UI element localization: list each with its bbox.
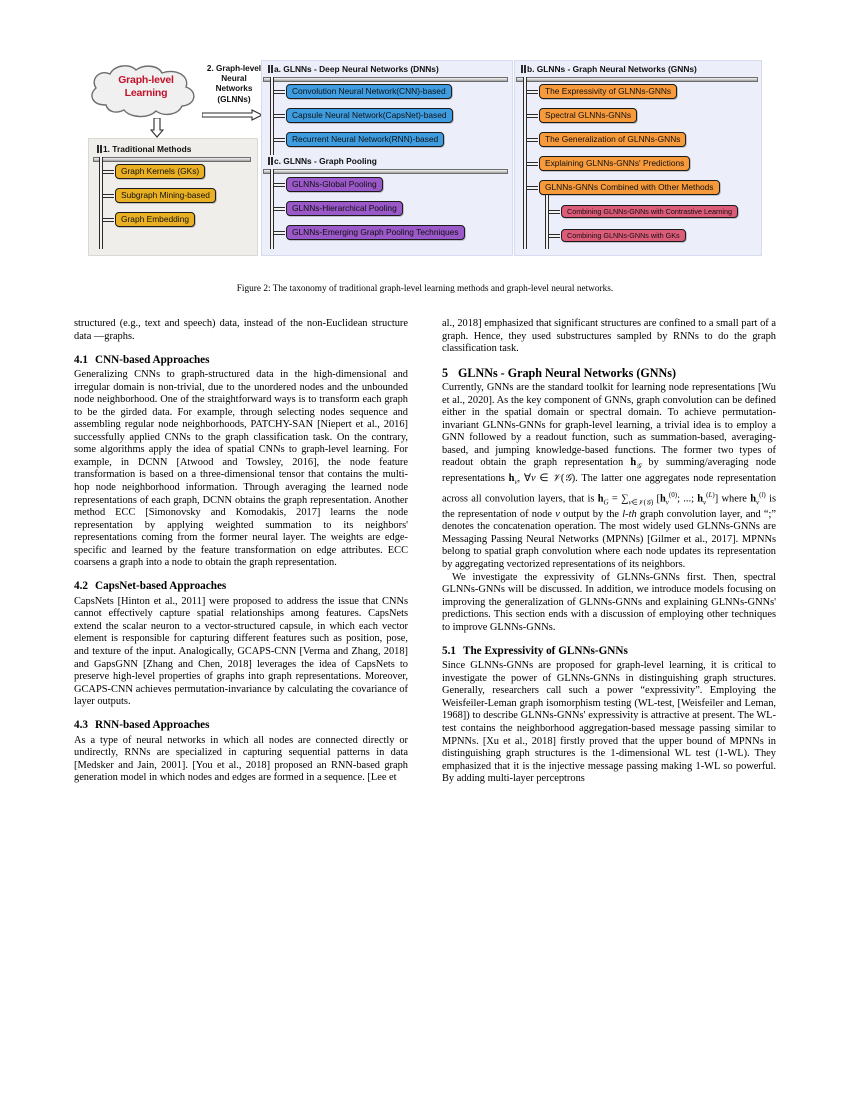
panel-traditional-methods	[88, 138, 258, 256]
section-title-pooling: c. GLNNs - Graph Pooling	[268, 156, 377, 166]
section-rule-gnn	[516, 77, 758, 82]
node-spectral[interactable]: Spectral GLNNs-GNNs	[539, 108, 637, 123]
connector-gnn-sub-1	[549, 210, 560, 214]
heading-4-3	[74, 719, 408, 732]
heading-4-2-title: CapsNet-based Approaches	[95, 580, 227, 593]
heading-4-2-number: 4.2	[74, 580, 88, 593]
node-rnn-based[interactable]: Recurrent Neural Network(RNN)-based	[286, 132, 444, 147]
node-contrastive-learning[interactable]: Combining GLNNs-GNNs with Contrastive Learning	[561, 205, 738, 218]
node-explaining[interactable]: Explaining GLNNs-GNNs' Predictions	[539, 156, 690, 171]
section-title-traditional: 1. Traditional Methods	[97, 144, 191, 154]
section-bracket-icon	[268, 65, 273, 73]
left-para-4-3: As a type of neural networks in which all nodes are connected directly or undirectly, RNNs are specialized in capturing sequential patterns in data [Medsker and Jain, 2001]. [You et al., 2018] proposed an RNN-based graph generation model in which nodes and edges are formed in a sequence. [Lee et	[74, 734, 408, 784]
right-para-5-f: output by the	[563, 508, 620, 520]
section-bracket-icon	[97, 145, 102, 153]
math-hg-2: h	[597, 493, 604, 505]
figure-2	[86, 60, 764, 256]
connector-pooling-3	[274, 231, 285, 235]
right-para-continued: al., 2018] emphasized that significant structures are confined to a small part of a graph. Hence, they used substructures sampled by RNNs to do the graph classification task.	[442, 318, 776, 355]
math-hv: h	[508, 473, 515, 485]
section-bracket-icon	[268, 157, 273, 165]
heading-5-1-title: The Expressivity of GLNNs-GNNs	[463, 644, 628, 657]
arrow-down-icon	[150, 118, 164, 138]
section-rule-dnn	[263, 77, 508, 82]
arrow-right-icon	[202, 108, 264, 120]
connector-gnn-3	[527, 138, 538, 142]
section-rule-pooling	[263, 169, 508, 174]
figure-left-region	[86, 60, 261, 256]
heading-4-1	[74, 354, 408, 367]
node-hierarchical-pooling[interactable]: GLNNs-Hierarchical Pooling	[286, 201, 403, 216]
connector-gnn-1	[527, 90, 538, 94]
body-columns	[74, 318, 776, 786]
right-column	[442, 318, 776, 786]
heading-4-1-number: 4.1	[74, 353, 88, 366]
node-capsnet-based[interactable]: Capsule Neural Network(CapsNet)-based	[286, 108, 453, 123]
panel-dnn-and-pooling	[261, 60, 513, 256]
left-para-4-1: Generalizing CNNs to graph-structured data in the high-dimensional and irregular domain is non-trivial, due to the unordered nodes and the unbounded node neighborhood. One of the straightforward ways is to transform each graph to be the girded data. For example, through selecting nodes sequence and assembling regular node neighborhoods, PATCHY-SAN [Niepert et al., 2016] successfully applied CNNs to the graph classification task. On the contrary, some algorithms apply the idea of spatial CNNs to graph-level learning. For example, in DCNN [Atwood and Towsley, 2016], the node feature transformation is based on a three-dimensional tensor that contains the multi-hop node neighborhood information. Through averaging the learned node representations of each graph, DCNN obtains the graph representation. Another method ECC [Simonovsky and Komodakis, 2017] learns the node representation by applying weighted summation to its neighbors' representations coming from the former neural layer. The weights are edge-specific and learned by the feature transformation on edge attributes. ECC coarsens a graph into a node to obtain the graph representation.	[74, 369, 408, 569]
heading-4-3-title: RNN-based Approaches	[95, 719, 210, 732]
cloud-label-line2: Learning	[124, 87, 168, 99]
left-para-continued: structured (e.g., text and speech) data, instead of the non-Euclidean structure data —graphs.	[74, 318, 408, 342]
node-with-gks[interactable]: Combining GLNNs-GNNs with GKs	[561, 229, 686, 242]
branch-2-line2: Neural	[221, 74, 247, 84]
node-global-pooling[interactable]: GLNNs-Global Pooling	[286, 177, 383, 192]
heading-5-title: GLNNs - Graph Neural Networks (GNNs)	[458, 365, 677, 380]
left-column	[74, 318, 408, 786]
section-bracket-icon	[521, 65, 526, 73]
connector-traditional-1	[103, 170, 114, 174]
heading-5-number: 5	[442, 365, 449, 380]
right-para-5-c: The latter one aggregates node representation across all convolution layers, that is	[442, 473, 777, 505]
node-generalization[interactable]: The Generalization of GLNNs-GNNs	[539, 132, 686, 147]
connector-gnn-2	[527, 114, 538, 118]
connector-traditional-3	[103, 218, 114, 222]
heading-4-3-number: 4.3	[74, 719, 88, 732]
connector-gnn-sub-2	[549, 234, 560, 238]
heading-5	[442, 367, 776, 380]
right-para-5-b: by summing/averaging node representations	[442, 457, 776, 485]
node-graph-embedding[interactable]: Graph Embedding	[115, 212, 195, 227]
spine-gnn-sub	[545, 195, 549, 249]
node-subgraph-mining[interactable]: Subgraph Mining-based	[115, 188, 216, 203]
math-hg-1: h	[630, 457, 637, 469]
node-graph-kernels[interactable]: Graph Kernels (GKs)	[115, 164, 205, 179]
branch-2-label	[203, 64, 265, 105]
branch-2-line1: 2. Graph-level	[206, 64, 262, 73]
branch-2-line4: (GLNNs)	[217, 94, 251, 104]
right-para-5-d: where	[721, 493, 747, 505]
section-rule-traditional	[93, 157, 251, 162]
heading-4-2	[74, 580, 408, 593]
right-para-5-h: We investigate the expressivity of GLNNs-GNNs first. Then, spectral GLNNs-GNNs will be discussed. In addition, we introduce models focusing on improving the generalization of GLNNs-GNNs and explaining GLNNs-GNNs' predictions. This section ends with a discussion of employing other techniques to improve GLNNs-GNNs.	[442, 571, 776, 633]
heading-4-1-title: CNN-based Approaches	[95, 353, 210, 366]
left-para-4-2: CapsNets [Hinton et al., 2011] were proposed to address the issue that CNNs cannot effectively capture spatial relationships among features. CapsNets extend the scalar neuron to a vector-structured capsule, in which each vector element is responsible for capturing different features such as position, pose, and texture of the input. Analogically, GCAPS-CNN [Verma and Zhang, 2018] and GapsGNN [Zhang and Chen, 2018] leverages the idea of CapsNets to preserve high-level properties of graphs into graph representations. Moreover, GCAPS-CNN achieves permutation-invariance by calculating the covariance of layer outputs.	[74, 595, 408, 708]
connector-gnn-4	[527, 162, 538, 166]
panel-gnn	[514, 60, 762, 256]
branch-2-line3: Networks	[215, 84, 253, 94]
connector-pooling-1	[274, 183, 285, 187]
connector-dnn-2	[274, 114, 285, 118]
node-cnn-based[interactable]: Convolution Neural Network(CNN)-based	[286, 84, 452, 99]
cloud-label-line1: Graph-level	[118, 74, 174, 86]
right-para-5-1: Since GLNNs-GNNs are proposed for graph-level learning, it is critical to investigate the power of GLNNs-GNNs in distinguishing graph structures. Generally, researchers call such a power “expressivity”. Employing the Weisfeiler-Leman graph isomorphism testing (WL-test, [Weisfeiler and Leman, 1968]) to describe GLNNs-GNNs' expressivity is attractive at present. The WL-test contains the neighborhood aggregation-based message passing similar to MPNNs. [Xu et al., 2018] firstly proved that the upper bound of MPNNs in distinguishing graph structures is the 1-dimensional WL test (1-WL). They emphasized that it is the injective message passing making 1-WL so powerful. By adding multi-layer perceptrons	[442, 660, 776, 785]
right-para-5-a: Currently, GNNs are the standard toolkit for learning node representations [Wu et al., 2020]. As the key component of GNNs, graph convolution can be defined either in the spatial domain or spectral domain. To achieve permutation-invariant GLNNs-GNNs for graph-level learning, a trivial idea is to employ a GNN followed by a readout function, such as summation-based, averaging-based, and jumping knowledge-based functions. The former two types of readout obtain the graph representation	[442, 382, 776, 469]
heading-5-1	[442, 645, 776, 658]
cloud-label	[86, 74, 206, 100]
figure-caption: Figure 2: The taxonomy of traditional graph-level learning methods and graph-level neural networks.	[236, 284, 614, 294]
node-expressivity[interactable]: The Expressivity of GLNNs-GNNs	[539, 84, 677, 99]
node-combined-other[interactable]: GLNNs-GNNs Combined with Other Methods	[539, 180, 720, 195]
section-title-gnn: b. GLNNs - Graph Neural Networks (GNNs)	[521, 64, 697, 74]
connector-dnn-1	[274, 90, 285, 94]
connector-dnn-3	[274, 138, 285, 142]
connector-gnn-5	[527, 186, 538, 190]
right-para-5-g: graph convolution layer, and “;” denotes the concatenation operation. The most widely used GLNNs-GNNs are Messaging Passing Neural Networks (MPNNs) [Gilmer et al., 2017]. MPNNs belong to spatial graph convolution where each node updates its representation by aggregating vectorized representations of its neighbors.	[442, 508, 777, 570]
heading-5-1-number: 5.1	[442, 644, 456, 657]
right-para-5: Currently, GNNs are the standard toolkit for learning node representations [Wu et al., 2020]. As the key component of GNNs, graph convolution can be defined either in the spatial domain or spectral domain. To achieve permutation-invariant GLNNs-GNNs for graph-level learning, a trivial idea is to employ a GNN followed by a readout function, such as summation-based, averaging-based, and jumping knowledge-based functions. The former two types of readout obtain the graph representation $h_𝒢$ by summing/averaging node representations $h_v$, ∀v ∈ 𝒱(𝒢). The latter one aggregates node representation across all convolution layers, that is $h_G = \sum_{v\in 𝒱(𝒢)}$ [$h_v^{(0)}$; ...; $h_v^{(L)}$] where $h_v^{(l)}$ is the representation of node v output by the l-th graph convolution layer, and “;” denotes the concatenation operation. The most widely used GLNNs-GNNs are Messaging Passing Neural Networks (MPNNs) [Gilmer et al., 2017]. MPNNs belong to spatial graph convolution where each node updates its representation by aggregating vectorized representations of its neighbors.	[442, 382, 777, 570]
connector-pooling-2	[274, 207, 285, 211]
section-title-dnn: a. GLNNs - Deep Neural Networks (DNNs)	[268, 64, 439, 74]
right-para-5-e: is the representation of node	[442, 493, 777, 520]
connector-traditional-2	[103, 194, 114, 198]
node-emerging-pooling[interactable]: GLNNs-Emerging Graph Pooling Techniques	[286, 225, 465, 240]
